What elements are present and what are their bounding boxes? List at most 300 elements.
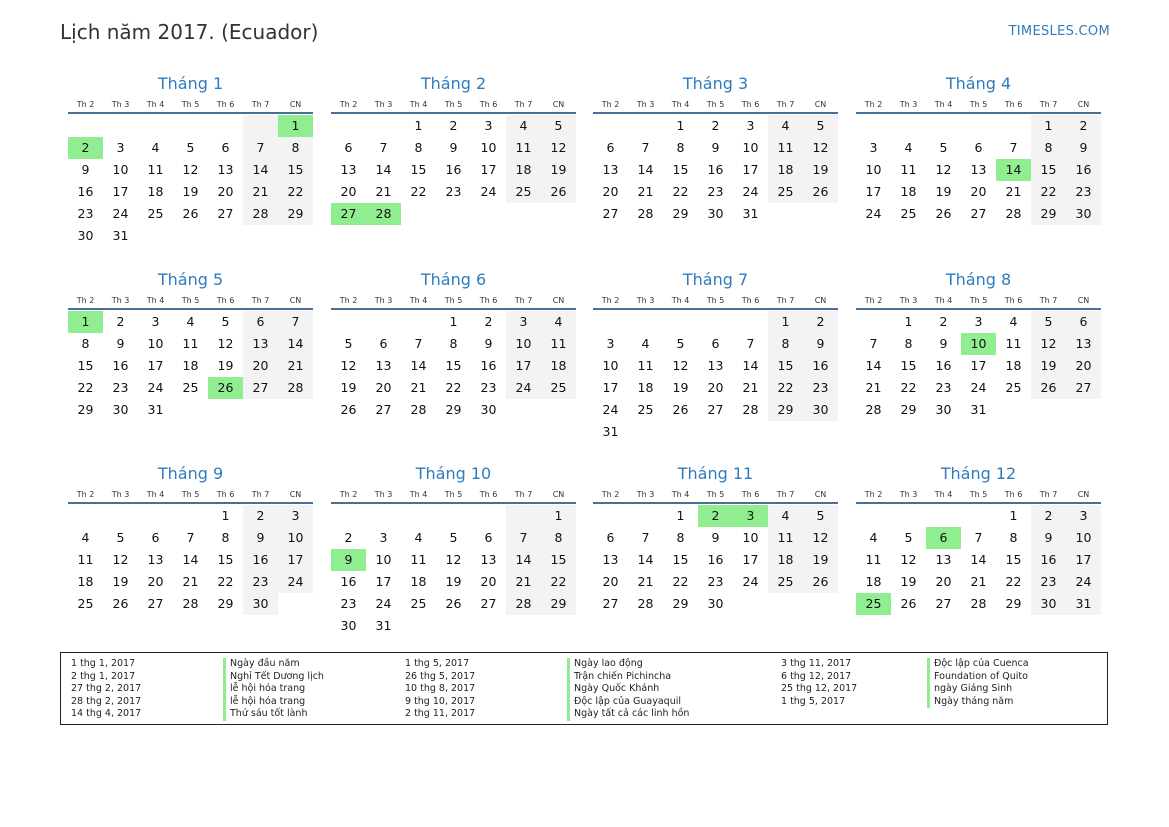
holiday-day-cell: 25 xyxy=(856,593,891,615)
day-cell: 7 xyxy=(641,530,650,545)
day-cell: 27 xyxy=(935,596,952,611)
weekday-header xyxy=(68,97,313,114)
day-cell: 21 xyxy=(742,380,759,395)
day-cell: 19 xyxy=(217,358,234,373)
day-cell: 2 xyxy=(1031,505,1066,527)
empty-day-cell xyxy=(961,505,996,527)
day-cell: 3 xyxy=(606,336,615,351)
day-cell: 16 xyxy=(707,552,724,567)
day-cell: 21 xyxy=(278,355,313,377)
weekday-label: Th 2 xyxy=(339,296,358,305)
day-cell: 15 xyxy=(672,162,689,177)
empty-day-cell xyxy=(628,311,663,333)
day-cell: 20 xyxy=(602,184,619,199)
day-cell: 11 xyxy=(768,137,803,159)
day-cell: 6 xyxy=(243,311,278,333)
day-cell: 15 xyxy=(900,358,917,373)
day-cell: 21 xyxy=(865,380,882,395)
days-grid xyxy=(68,115,313,247)
weekday-header xyxy=(593,97,838,114)
day-cell: 11 xyxy=(410,552,427,567)
day-cell: 1 xyxy=(221,508,230,523)
weekday-label: Th 3 xyxy=(111,490,130,499)
month-4 xyxy=(856,73,1101,225)
weekday-label: Th 6 xyxy=(1004,490,1023,499)
weekday-label: Th 2 xyxy=(864,100,883,109)
holiday-day-cell: 2 xyxy=(698,505,733,527)
day-cell: 7 xyxy=(379,140,388,155)
empty-day-cell xyxy=(331,115,366,137)
month-2 xyxy=(331,73,576,225)
day-cell: 24 xyxy=(147,380,164,395)
day-cell: 19 xyxy=(1031,355,1066,377)
day-cell: 23 xyxy=(935,380,952,395)
day-cell: 26 xyxy=(672,402,689,417)
month-6 xyxy=(331,269,576,421)
weekday-label: Th 7 xyxy=(251,296,270,305)
day-cell: 20 xyxy=(217,184,234,199)
day-cell: 19 xyxy=(112,574,129,589)
day-cell: 11 xyxy=(77,552,94,567)
day-cell: 14 xyxy=(506,549,541,571)
legend-dates-col-2 xyxy=(405,658,475,721)
day-cell: 21 xyxy=(637,184,654,199)
day-cell: 27 xyxy=(602,206,619,221)
weekday-label: Th 2 xyxy=(339,100,358,109)
day-cell: 28 xyxy=(243,203,278,225)
weekday-label: Th 4 xyxy=(146,100,165,109)
day-cell: 8 xyxy=(904,336,913,351)
day-cell: 6 xyxy=(606,530,615,545)
day-cell: 31 xyxy=(1066,593,1101,615)
day-cell: 21 xyxy=(410,380,427,395)
day-cell: 11 xyxy=(1005,336,1022,351)
weekday-header xyxy=(331,487,576,504)
day-cell: 12 xyxy=(1031,333,1066,355)
empty-day-cell xyxy=(506,505,541,527)
day-cell: 28 xyxy=(1005,206,1022,221)
weekday-label: CN xyxy=(289,296,302,305)
day-cell: 16 xyxy=(445,162,462,177)
legend-date: 6 thg 12, 2017 xyxy=(781,670,852,682)
day-cell: 13 xyxy=(602,552,619,567)
weekday-label: Th 2 xyxy=(864,490,883,499)
day-cell: 1 xyxy=(768,311,803,333)
day-cell: 16 xyxy=(243,549,278,571)
day-cell: 30 xyxy=(243,593,278,615)
day-cell: 4 xyxy=(506,115,541,137)
day-cell: 30 xyxy=(112,402,129,417)
month-9 xyxy=(68,463,313,615)
day-cell: 11 xyxy=(541,333,576,355)
day-cell: 26 xyxy=(803,571,838,593)
month-title: Tháng 11 xyxy=(677,464,754,483)
day-cell: 3 xyxy=(278,505,313,527)
month-title: Tháng 1 xyxy=(157,74,224,93)
weekday-label: CN xyxy=(814,100,827,109)
day-cell: 18 xyxy=(410,574,427,589)
day-cell: 29 xyxy=(672,206,689,221)
day-cell: 11 xyxy=(506,137,541,159)
day-cell: 5 xyxy=(1031,311,1066,333)
month-title: Tháng 10 xyxy=(415,464,492,483)
day-cell: 10 xyxy=(480,140,497,155)
weekday-header xyxy=(856,487,1101,504)
day-cell: 11 xyxy=(900,162,917,177)
day-cell: 2 xyxy=(939,314,948,329)
day-cell: 3 xyxy=(746,118,755,133)
day-cell: 9 xyxy=(449,140,458,155)
day-cell: 7 xyxy=(506,527,541,549)
weekday-header xyxy=(68,293,313,310)
day-cell: 16 xyxy=(77,184,94,199)
weekday-label: Th 2 xyxy=(864,296,883,305)
day-cell: 5 xyxy=(186,140,195,155)
day-cell: 26 xyxy=(900,596,917,611)
day-cell: 9 xyxy=(243,527,278,549)
holiday-day-cell: 2 xyxy=(68,137,103,159)
day-cell: 13 xyxy=(707,358,724,373)
legend-holiday-name: Độc lập của Guayaquil xyxy=(567,696,689,709)
day-cell: 21 xyxy=(375,184,392,199)
day-cell: 7 xyxy=(641,140,650,155)
day-cell: 6 xyxy=(1066,311,1101,333)
day-cell: 24 xyxy=(602,402,619,417)
day-cell: 8 xyxy=(676,530,685,545)
days-grid xyxy=(856,115,1101,225)
legend-names-col-3 xyxy=(927,658,1029,708)
day-cell: 29 xyxy=(1005,596,1022,611)
weekday-header xyxy=(331,97,576,114)
day-cell: 30 xyxy=(1031,593,1066,615)
empty-day-cell xyxy=(593,311,628,333)
weekday-label: Th 4 xyxy=(934,296,953,305)
days-grid xyxy=(331,505,576,637)
holiday-day-cell: 27 xyxy=(331,203,366,225)
weekday-label: Th 2 xyxy=(601,296,620,305)
day-cell: 25 xyxy=(768,571,803,593)
day-cell: 19 xyxy=(900,574,917,589)
weekday-label: Th 5 xyxy=(444,490,463,499)
day-cell: 5 xyxy=(939,140,948,155)
day-cell: 20 xyxy=(935,574,952,589)
weekday-label: Th 4 xyxy=(671,490,690,499)
day-cell: 5 xyxy=(221,314,230,329)
weekday-label: CN xyxy=(289,100,302,109)
day-cell: 18 xyxy=(77,574,94,589)
empty-day-cell xyxy=(243,115,278,137)
day-cell: 22 xyxy=(410,184,427,199)
day-cell: 15 xyxy=(1031,159,1066,181)
legend-holiday-name: lễ hội hóa trang xyxy=(223,683,324,696)
legend-date: 14 thg 4, 2017 xyxy=(71,708,142,720)
day-cell: 22 xyxy=(217,574,234,589)
day-cell: 24 xyxy=(480,184,497,199)
empty-day-cell xyxy=(628,115,663,137)
legend-date: 25 thg 12, 2017 xyxy=(781,683,858,695)
day-cell: 17 xyxy=(865,184,882,199)
weekday-label: Th 5 xyxy=(706,100,725,109)
weekday-label: Th 6 xyxy=(479,296,498,305)
day-cell: 16 xyxy=(935,358,952,373)
month-title: Tháng 4 xyxy=(945,74,1012,93)
day-cell: 22 xyxy=(541,571,576,593)
empty-day-cell xyxy=(366,311,401,333)
day-cell: 11 xyxy=(147,162,164,177)
days-grid xyxy=(593,115,838,225)
weekday-label: Th 6 xyxy=(741,490,760,499)
day-cell: 8 xyxy=(541,527,576,549)
day-cell: 11 xyxy=(182,336,199,351)
day-cell: 16 xyxy=(112,358,129,373)
day-cell: 17 xyxy=(112,184,129,199)
weekday-label: Th 4 xyxy=(146,490,165,499)
weekday-label: Th 3 xyxy=(899,100,918,109)
day-cell: 26 xyxy=(935,206,952,221)
empty-day-cell xyxy=(698,311,733,333)
weekday-label: Th 4 xyxy=(934,490,953,499)
day-cell: 13 xyxy=(935,552,952,567)
day-cell: 18 xyxy=(768,159,803,181)
empty-day-cell xyxy=(401,505,436,527)
day-cell: 20 xyxy=(970,184,987,199)
day-cell: 13 xyxy=(217,162,234,177)
day-cell: 14 xyxy=(637,162,654,177)
day-cell: 28 xyxy=(182,596,199,611)
legend-date: 10 thg 8, 2017 xyxy=(405,683,476,695)
day-cell: 14 xyxy=(182,552,199,567)
month-title: Tháng 12 xyxy=(940,464,1017,483)
empty-day-cell xyxy=(891,115,926,137)
day-cell: 13 xyxy=(375,358,392,373)
day-cell: 8 xyxy=(449,336,458,351)
day-cell: 14 xyxy=(375,162,392,177)
day-cell: 18 xyxy=(506,159,541,181)
day-cell: 9 xyxy=(116,336,125,351)
weekday-label: Th 7 xyxy=(776,100,795,109)
month-title: Tháng 8 xyxy=(945,270,1012,289)
day-cell: 2 xyxy=(484,314,493,329)
day-cell: 16 xyxy=(1066,159,1101,181)
day-cell: 31 xyxy=(112,228,129,243)
day-cell: 12 xyxy=(803,527,838,549)
weekday-label: Th 4 xyxy=(409,490,428,499)
month-12 xyxy=(856,463,1101,615)
day-cell: 1 xyxy=(414,118,423,133)
day-cell: 19 xyxy=(445,574,462,589)
day-cell: 13 xyxy=(480,552,497,567)
day-cell: 1 xyxy=(1031,115,1066,137)
weekday-label: Th 4 xyxy=(409,296,428,305)
month-title: Tháng 6 xyxy=(420,270,487,289)
day-cell: 1 xyxy=(904,314,913,329)
empty-day-cell xyxy=(856,311,891,333)
day-cell: 3 xyxy=(151,314,160,329)
weekday-label: Th 3 xyxy=(636,100,655,109)
day-cell: 25 xyxy=(900,206,917,221)
day-cell: 24 xyxy=(865,206,882,221)
day-cell: 5 xyxy=(344,336,353,351)
day-cell: 15 xyxy=(217,552,234,567)
day-cell: 8 xyxy=(1031,137,1066,159)
day-cell: 10 xyxy=(602,358,619,373)
day-cell: 4 xyxy=(81,530,90,545)
weekday-label: Th 3 xyxy=(899,490,918,499)
day-cell: 18 xyxy=(182,358,199,373)
day-cell: 20 xyxy=(375,380,392,395)
day-cell: 29 xyxy=(217,596,234,611)
empty-day-cell xyxy=(138,505,173,527)
day-cell: 17 xyxy=(147,358,164,373)
month-8 xyxy=(856,269,1101,421)
legend-date: 1 thg 1, 2017 xyxy=(71,658,136,669)
day-cell: 5 xyxy=(904,530,913,545)
weekday-label: Th 7 xyxy=(251,490,270,499)
month-3 xyxy=(593,73,838,225)
legend-date: 1 thg 5, 2017 xyxy=(405,658,470,669)
day-cell: 12 xyxy=(672,358,689,373)
site-link[interactable]: TIMESLES.COM xyxy=(1008,24,1110,39)
empty-day-cell xyxy=(331,311,366,333)
holiday-day-cell: 1 xyxy=(68,311,103,333)
day-cell: 17 xyxy=(1066,549,1101,571)
legend-holiday-name: Ngày Quốc Khánh xyxy=(567,683,689,696)
day-cell: 16 xyxy=(480,358,497,373)
weekday-label: Th 6 xyxy=(216,100,235,109)
day-cell: 20 xyxy=(480,574,497,589)
day-cell: 20 xyxy=(602,574,619,589)
weekday-label: Th 2 xyxy=(601,490,620,499)
empty-day-cell xyxy=(926,505,961,527)
month-1 xyxy=(68,73,313,247)
day-cell: 20 xyxy=(243,355,278,377)
day-cell: 16 xyxy=(803,355,838,377)
holiday-day-cell: 6 xyxy=(926,527,961,549)
day-cell: 25 xyxy=(506,181,541,203)
weekday-header xyxy=(331,293,576,310)
weekday-label: Th 6 xyxy=(479,100,498,109)
day-cell: 19 xyxy=(182,184,199,199)
weekday-label: Th 3 xyxy=(636,296,655,305)
day-cell: 9 xyxy=(939,336,948,351)
day-cell: 23 xyxy=(1066,181,1101,203)
weekday-label: Th 4 xyxy=(671,296,690,305)
empty-day-cell xyxy=(856,505,891,527)
day-cell: 22 xyxy=(672,184,689,199)
legend-holiday-name: Ngày tháng năm xyxy=(927,696,1029,709)
empty-day-cell xyxy=(961,115,996,137)
day-cell: 24 xyxy=(375,596,392,611)
day-cell: 2 xyxy=(803,311,838,333)
day-cell: 7 xyxy=(414,336,423,351)
day-cell: 27 xyxy=(243,377,278,399)
day-cell: 15 xyxy=(1005,552,1022,567)
weekday-label: CN xyxy=(552,296,565,305)
day-cell: 22 xyxy=(445,380,462,395)
weekday-label: Th 7 xyxy=(514,490,533,499)
day-cell: 10 xyxy=(147,336,164,351)
empty-day-cell xyxy=(173,115,208,137)
day-cell: 19 xyxy=(541,159,576,181)
day-cell: 8 xyxy=(414,140,423,155)
empty-day-cell xyxy=(593,115,628,137)
weekday-label: Th 7 xyxy=(1039,296,1058,305)
weekday-label: Th 7 xyxy=(1039,490,1058,499)
day-cell: 12 xyxy=(112,552,129,567)
day-cell: 22 xyxy=(900,380,917,395)
weekday-label: Th 2 xyxy=(601,100,620,109)
weekday-label: Th 6 xyxy=(216,490,235,499)
weekday-label: Th 6 xyxy=(1004,296,1023,305)
weekday-label: Th 7 xyxy=(251,100,270,109)
legend-date: 3 thg 11, 2017 xyxy=(781,658,852,669)
day-cell: 29 xyxy=(445,402,462,417)
day-cell: 5 xyxy=(803,115,838,137)
day-cell: 18 xyxy=(637,380,654,395)
day-cell: 7 xyxy=(243,137,278,159)
day-cell: 12 xyxy=(217,336,234,351)
weekday-label: Th 5 xyxy=(444,296,463,305)
weekday-label: Th 3 xyxy=(374,100,393,109)
days-grid xyxy=(593,505,838,615)
day-cell: 28 xyxy=(970,596,987,611)
day-cell: 6 xyxy=(344,140,353,155)
day-cell: 31 xyxy=(742,206,759,221)
day-cell: 22 xyxy=(768,377,803,399)
weekday-label: Th 3 xyxy=(374,490,393,499)
day-cell: 28 xyxy=(410,402,427,417)
page-title: Lịch năm 2017. (Ecuador) xyxy=(60,20,319,44)
day-cell: 15 xyxy=(445,358,462,373)
day-cell: 29 xyxy=(900,402,917,417)
holiday-day-cell: 1 xyxy=(278,115,313,137)
legend-holiday-name: Độc lập của Cuenca xyxy=(927,658,1029,671)
day-cell: 11 xyxy=(768,527,803,549)
day-cell: 21 xyxy=(506,571,541,593)
day-cell: 10 xyxy=(865,162,882,177)
holiday-day-cell: 28 xyxy=(366,203,401,225)
legend-date: 2 thg 1, 2017 xyxy=(71,670,136,682)
day-cell: 23 xyxy=(707,184,724,199)
day-cell: 13 xyxy=(340,162,357,177)
weekday-header xyxy=(856,293,1101,310)
day-cell: 4 xyxy=(151,140,160,155)
legend-holiday-name: Foundation of Quito xyxy=(927,671,1029,684)
empty-day-cell xyxy=(926,115,961,137)
weekday-label: Th 3 xyxy=(111,100,130,109)
day-cell: 8 xyxy=(221,530,230,545)
day-cell: 17 xyxy=(742,162,759,177)
day-cell: 13 xyxy=(970,162,987,177)
day-cell: 20 xyxy=(1066,355,1101,377)
day-cell: 1 xyxy=(449,314,458,329)
day-cell: 30 xyxy=(707,206,724,221)
day-cell: 26 xyxy=(182,206,199,221)
day-cell: 5 xyxy=(116,530,125,545)
holiday-day-cell: 3 xyxy=(733,505,768,527)
empty-day-cell xyxy=(366,505,401,527)
day-cell: 23 xyxy=(707,574,724,589)
day-cell: 25 xyxy=(410,596,427,611)
day-cell: 20 xyxy=(147,574,164,589)
day-cell: 12 xyxy=(541,137,576,159)
day-cell: 27 xyxy=(480,596,497,611)
empty-day-cell xyxy=(891,505,926,527)
day-cell: 28 xyxy=(637,596,654,611)
day-cell: 13 xyxy=(602,162,619,177)
day-cell: 14 xyxy=(410,358,427,373)
day-cell: 14 xyxy=(865,358,882,373)
